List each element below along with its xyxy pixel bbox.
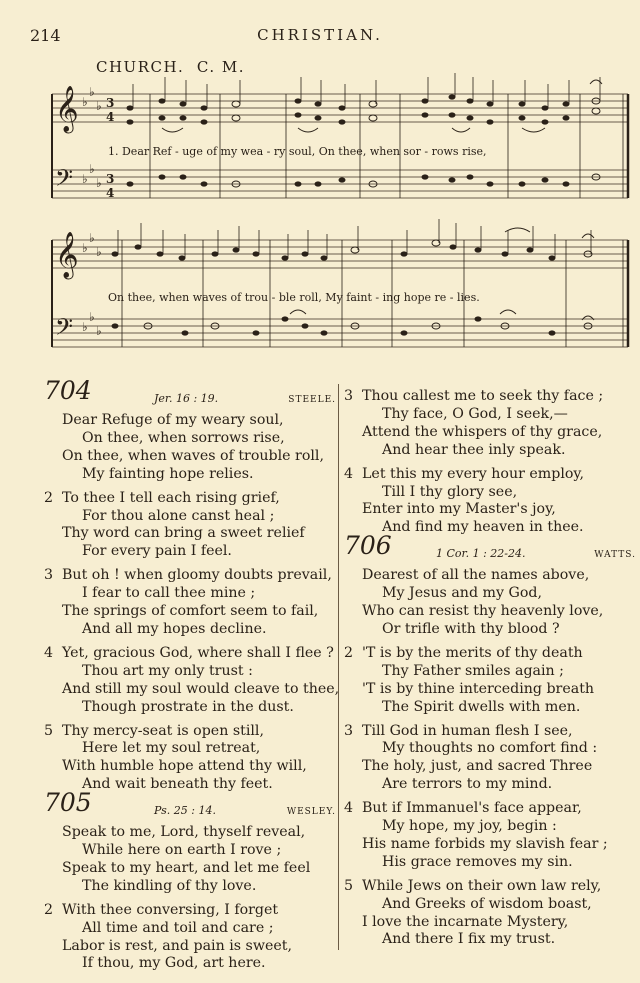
svg-text:♭: ♭ [82,95,88,109]
svg-text:♭: ♭ [89,85,95,99]
verse-line: On thee, when sorrows rise, [82,429,285,446]
hymn-705-header [44,788,336,824]
svg-text:𝄞: 𝄞 [55,232,79,278]
verse-line: For every pain I feel. [82,543,232,560]
verse-line [344,388,636,406]
verse-line: All time and toil and care ; [82,919,274,936]
verse-text: Thy mercy-seat is open still, [62,722,264,739]
page-number: 214 [30,26,61,45]
verse-line: The holy, just, and sacred Three [362,758,593,775]
verse-line: And still my soul would cleave to thee, [62,680,340,697]
stanza [44,567,336,639]
svg-text:4: 4 [106,186,115,200]
column-divider [338,384,339,950]
hymn-number: 706 [344,531,392,561]
clefs [55,86,79,346]
verse-line [344,878,636,896]
verse-line: My hope, my joy, begin : [382,818,557,835]
stanza [44,412,336,484]
verse-line [344,723,636,741]
verse-line: Speak to my heart, and let me feel [62,859,311,876]
verse-line: I fear to call thee mine ; [82,585,256,602]
verse-text: To thee I tell each rising grief, [62,489,280,506]
verse-line [44,567,336,585]
svg-text:♭: ♭ [82,320,88,334]
stanza-number: 5 [344,877,354,894]
stanza [44,644,340,717]
svg-text:♭: ♭ [96,245,102,259]
tune-name: CHURCH. [96,58,185,76]
verse-line [344,645,636,663]
verse-line: My Jesus and my God, [382,585,542,602]
verse-line: Labor is rest, and pain is sweet, [62,937,292,954]
stanza-number: 4 [44,644,54,661]
verse-line: Thy Father smiles again ; [382,662,564,679]
system-brackets [52,94,628,347]
stanza [344,466,636,538]
verse-line: Are terrors to my mind. [382,776,553,793]
hymn-706-header [344,531,636,567]
stanza [344,800,636,872]
verse-line: For thou alone canst heal ; [82,507,275,524]
stanza-number: 3 [44,567,54,584]
verse-line [44,645,336,663]
verse-line [44,723,336,741]
verse-line: Thy word can bring a sweet relief [62,525,305,542]
verse-text: But if Immanuel's face appear, [362,800,582,817]
verse-line: Thy face, O God, I seek,— [382,405,568,422]
running-head: CHRISTIAN. [257,26,383,44]
stanza [344,645,636,717]
verse-text: With thee conversing, I forget [62,901,279,918]
svg-text:♭: ♭ [89,231,95,245]
verse-line: Or trifle with thy blood ? [382,620,560,637]
right-column [344,388,636,955]
verse-line [44,490,336,508]
verse-text: Yet, gracious God, where shall I flee ? [62,644,334,661]
svg-text:𝄞: 𝄞 [55,86,79,132]
hymn-704 [44,376,340,794]
music-score [0,0,640,375]
svg-text:♭: ♭ [96,324,102,338]
verse-text: While Jews on their own law rely, [362,877,602,894]
hymn-author: WATTS. [594,550,636,561]
svg-text:♭: ♭ [82,241,88,255]
verse-line: And all my hopes decline. [82,620,267,637]
verse-line: Till I thy glory see, [382,483,518,500]
stanza [344,878,636,950]
verse-line: Dear Refuge of my weary soul, [62,412,284,428]
stanza [44,723,336,795]
verse-line: Attend the whispers of thy grace, [362,423,603,440]
stanza-number: 4 [344,800,354,817]
lyrics-line-1: 1. Dear Ref - uge of my wea - ry soul, On thee, when sor - rows rise, [108,145,487,158]
verse-line: And hear thee inly speak. [382,441,566,458]
verse-line: And wait beneath thy feet. [82,776,273,793]
stanza-number: 4 [344,465,354,482]
svg-text:3: 3 [106,96,115,110]
verse-line: Dearest of all the names above, [362,567,590,584]
verse-line: And find my heaven in thee. [382,519,584,536]
verse-line [344,800,636,818]
stanza-number: 5 [44,722,54,739]
verse-line: His name forbids my slavish fear ; [362,835,608,852]
verse-line: Speak to me, Lord, thyself reveal, [62,824,306,841]
stanza-number: 2 [344,644,354,661]
verse-line: My fainting hope relies. [82,465,254,482]
verse-line [44,902,336,920]
verse-text: Thou callest me to seek thy face ; [362,388,604,404]
verse-line: Enter into my Master's joy, [362,501,556,518]
verse-text: 'T is by the merits of thy death [362,644,583,661]
lyrics-line-2: On thee, when waves of trou - ble roll, My faint - ing hope re - lies. [108,291,480,304]
key-signatures [82,85,102,338]
svg-text:3: 3 [106,172,115,186]
barlines [122,94,580,347]
verse-line: His grace removes my sin. [382,853,573,870]
stanza [44,824,336,896]
left-column [44,376,340,979]
verse-line: And Greeks of wisdom boast, [382,895,592,912]
stanza [344,567,636,639]
stanza-number: 3 [344,388,354,404]
svg-text:♭: ♭ [89,162,95,176]
verse-text: Till God in human flesh I see, [362,722,573,739]
verse-line: The springs of comfort seem to fail, [62,603,319,620]
hymn-number: 704 [44,376,92,405]
svg-text:♭: ♭ [96,99,102,113]
hymn-706 [344,531,636,949]
svg-text:𝄢: 𝄢 [55,164,74,197]
svg-text:♭: ♭ [82,172,88,186]
hymn-705 [44,788,336,973]
scripture-reference: 1 Cor. 1 : 22-24. [436,547,526,561]
verse-line: Though prostrate in the dust. [82,698,294,715]
tune-meter: C. M. [196,58,245,76]
verse-line: If thou, my God, art here. [82,955,266,972]
scripture-reference: Jer. 16 : 19. [154,392,219,405]
scripture-reference: Ps. 25 : 14. [154,804,216,818]
svg-text:♭: ♭ [96,176,102,190]
verse-line: 'T is by thine interceding breath [362,680,595,697]
stanza-number: 2 [44,901,54,918]
verse-line: Who can resist thy heavenly love, [362,603,604,620]
stanza [44,490,336,562]
hymn-704-header [44,376,336,412]
verse-line: Here let my soul retreat, [82,740,261,757]
verse-line: I love the incarnate Mystery, [362,913,569,930]
verse-line: The Spirit dwells with men. [382,698,581,715]
hymn-number: 705 [44,788,92,818]
stanza-number: 2 [44,489,54,506]
stanza [44,902,336,974]
verse-line [344,466,636,484]
verse-line: And there I fix my trust. [382,931,556,948]
hymn-author: WESLEY. [286,807,336,818]
svg-text:4: 4 [106,110,115,124]
hymn-author: STEELE. [288,395,336,405]
verse-text: Let this my every hour employ, [362,465,585,482]
staff-lines [52,94,628,347]
slurs-and-fermatas [162,80,602,320]
svg-text:𝄢: 𝄢 [55,313,74,346]
verse-line: With humble hope attend thy will, [62,758,307,775]
verse-line: The kindling of thy love. [82,877,257,894]
stanza [344,388,636,460]
stanza-number: 3 [344,722,354,739]
verse-text: But oh ! when gloomy doubts prevail, [62,567,332,584]
verse-line: Thou art my only trust : [82,662,253,679]
verse-line: On thee, when waves of trouble roll, [62,447,324,464]
svg-text:♭: ♭ [89,310,95,324]
stanza [344,723,636,795]
verse-line: My thoughts no comfort find : [382,740,598,757]
verse-line: While here on earth I rove ; [82,842,282,859]
